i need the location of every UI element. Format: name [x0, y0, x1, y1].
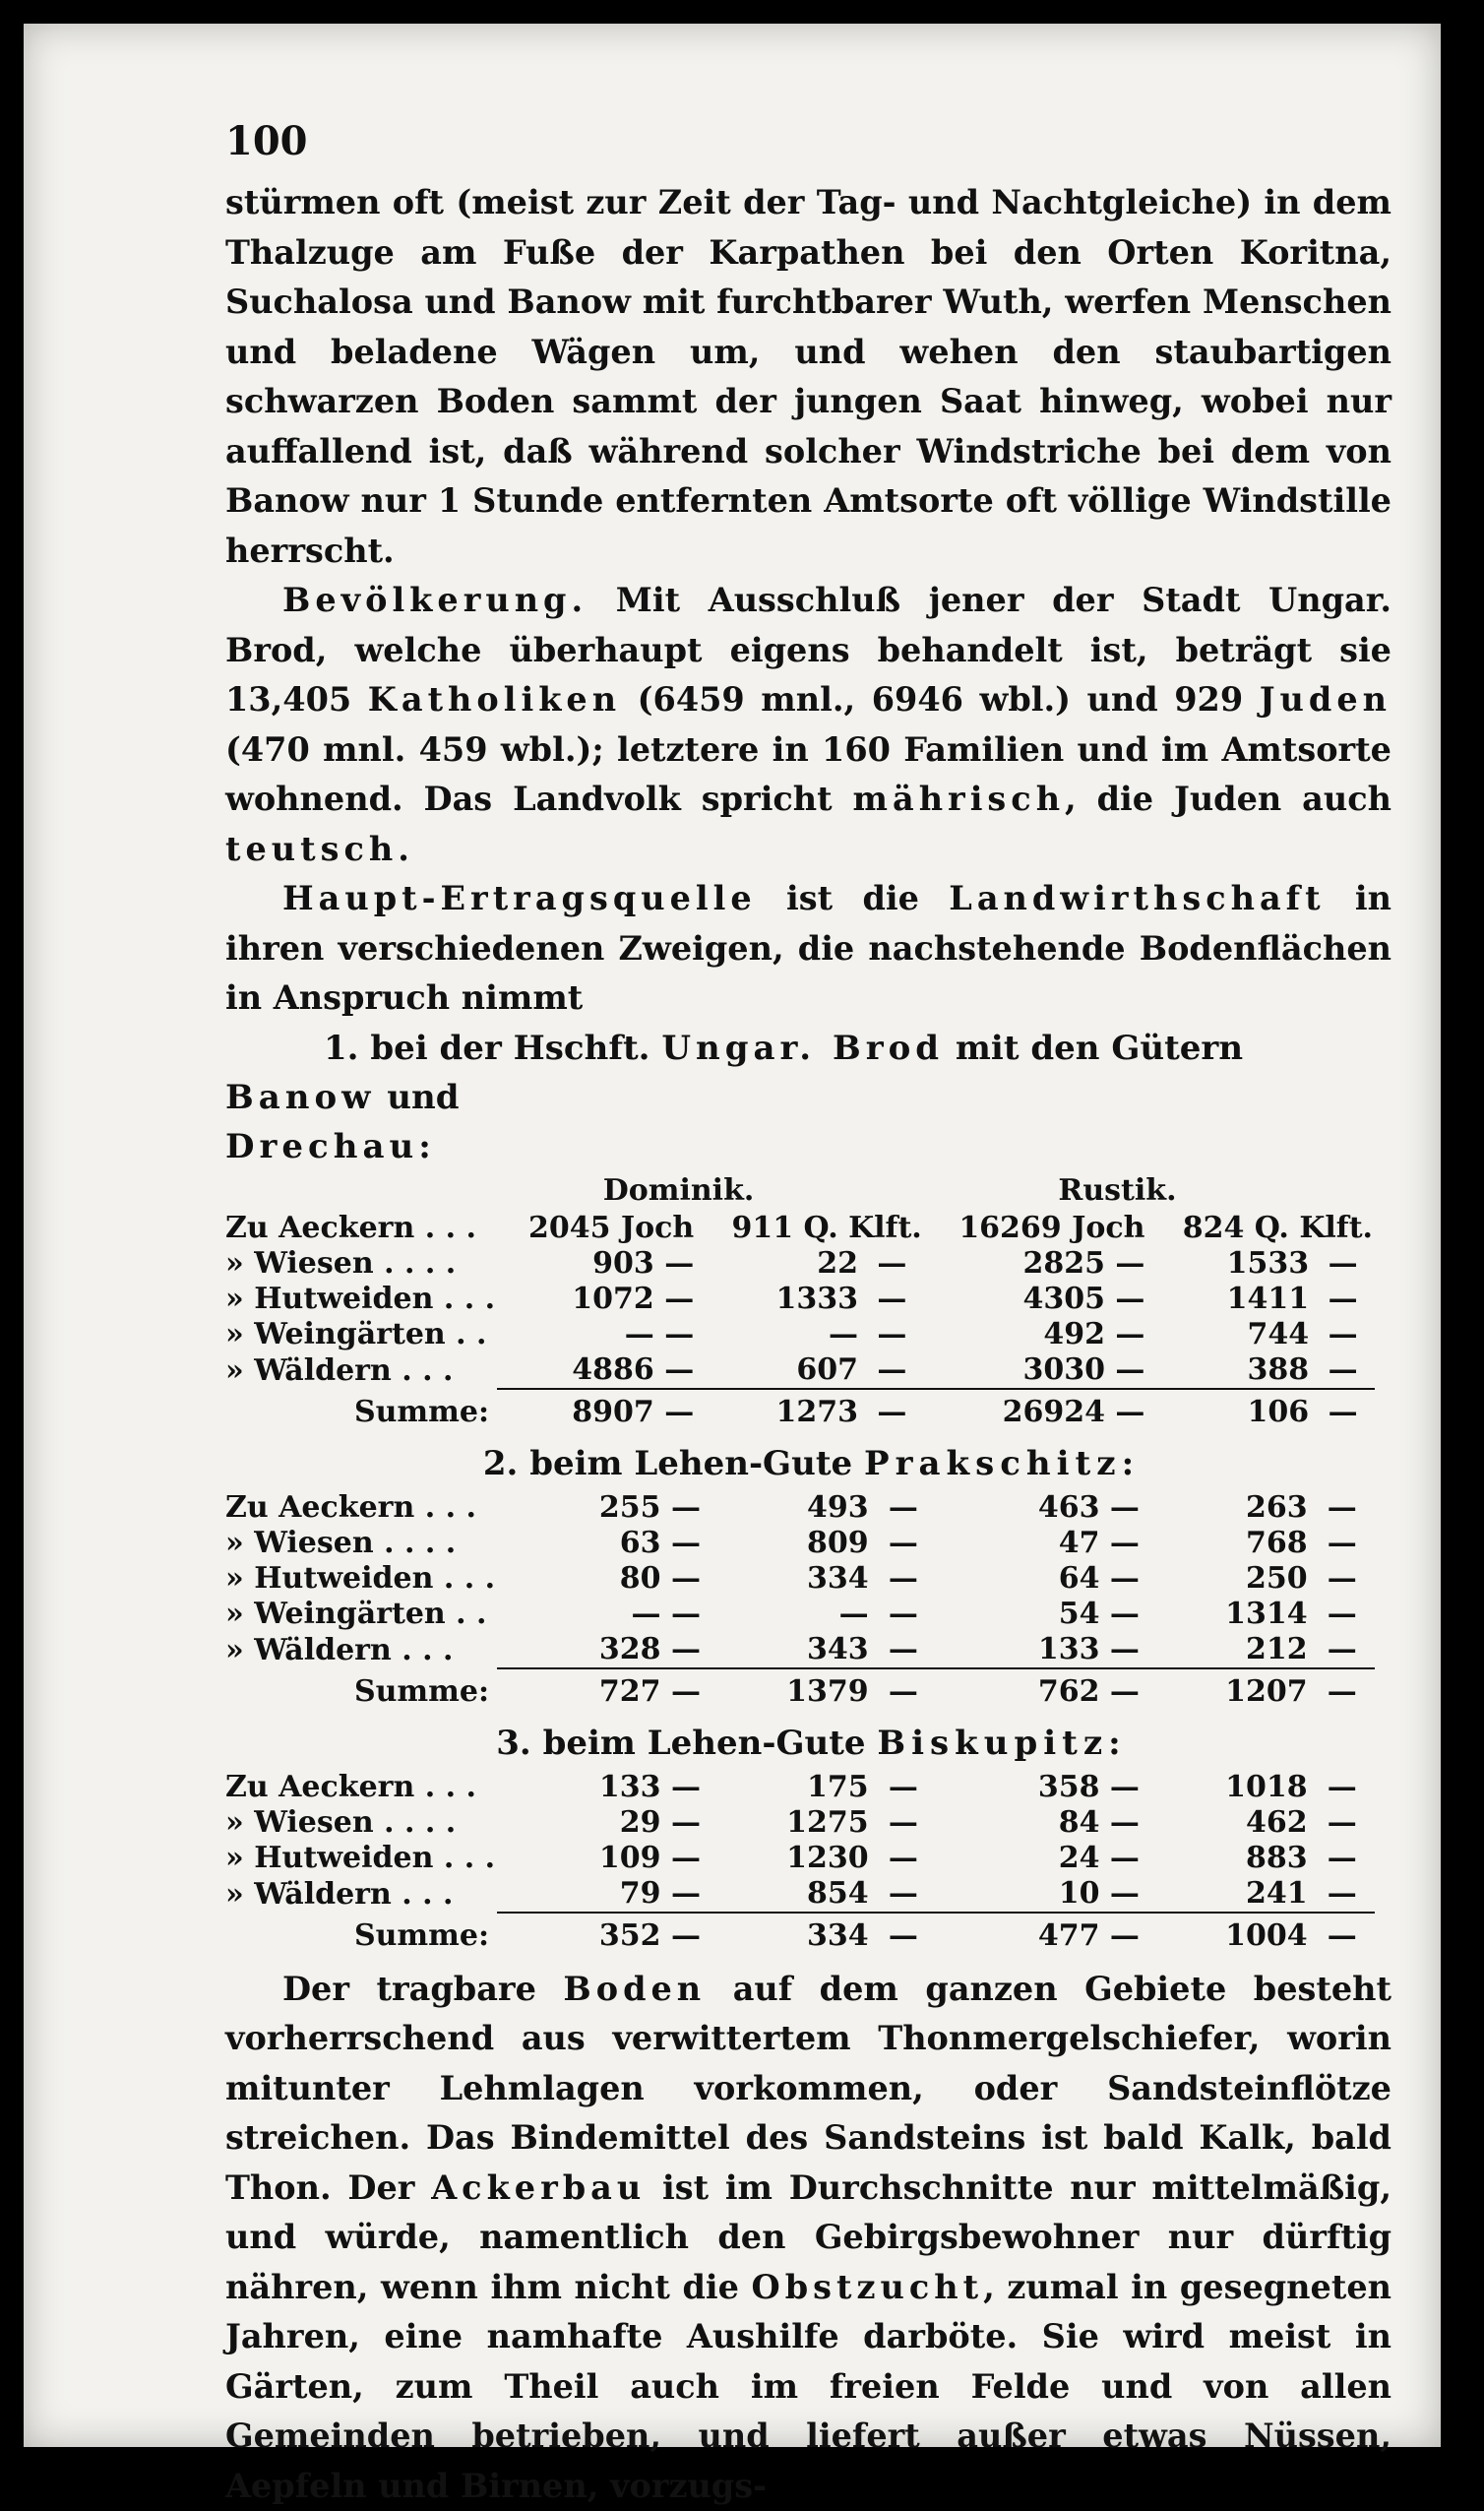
term-maehrisch: mährisch — [853, 780, 1066, 818]
cell: — — [1310, 1805, 1375, 1841]
table-row — [223, 1352, 1375, 1389]
table-row — [223, 1876, 1375, 1913]
cell: 255 — — [497, 1490, 703, 1526]
cell: 883 — [1142, 1841, 1310, 1876]
cell: 1230 — [703, 1841, 871, 1876]
col-head-dominik: Dominik. — [497, 1171, 860, 1211]
cell: 1273 — [696, 1389, 860, 1435]
term-juden: Juden — [1260, 680, 1391, 719]
term-haupt-ertragsquelle: Haupt-Ertragsquelle — [282, 879, 757, 917]
cell: 133 — — [497, 1770, 703, 1805]
paragraph-population — [225, 576, 1391, 874]
cell: — — — [497, 1597, 703, 1632]
text-run: : — [1122, 1444, 1135, 1483]
cell: 352 — — [497, 1913, 703, 1959]
cell: 79 — — [497, 1876, 703, 1913]
cell: 1275 — [703, 1805, 871, 1841]
table-row — [223, 1805, 1375, 1841]
term-landwirthschaft: Landwirthschaft — [949, 879, 1325, 917]
cell: 462 — [1142, 1805, 1310, 1841]
cell: 16269 Joch — [924, 1211, 1147, 1246]
cell: 4886 — — [497, 1352, 696, 1389]
cell: — — [860, 1352, 924, 1389]
cell: — — [1310, 1490, 1375, 1526]
cell: 106 — [1146, 1389, 1311, 1435]
row-label: » Weingärten . . — [223, 1597, 497, 1632]
text-run: Mit Ausschluß jener der Stadt Ungar. Brod, welche überhaupt eigens behandelt ist, beträgt sie 13,405 — [225, 581, 1391, 719]
table-sum-row — [223, 1913, 1375, 1959]
paragraph-wind: stürmen oft (meist zur Zeit der Tag- und Nachtgleiche) in dem Thalzuge am Fuße der Karpathen bei den Orten Koritna, Suchalosa und Banow mit furchtbarer Wuth, werfen Menschen und beladene Wägen um, und wehen den staubartigen schwarzen Boden sammt der jungen Saat hinweg, wobei nur auffallend ist, daß während solcher Windstriche bei dem von Banow nur 1 Stunde entfernten Amtsorte oft völlige Windstille herrscht. — [225, 178, 1391, 576]
sum-label: Summe: — [223, 1668, 497, 1715]
cell: — — [1310, 1561, 1375, 1597]
blank-cell — [860, 1171, 924, 1211]
cell: — — [871, 1561, 936, 1597]
cell: — — [871, 1876, 936, 1913]
cell: 29 — — [497, 1805, 703, 1841]
cell: 84 — — [936, 1805, 1142, 1841]
table-row — [223, 1490, 1375, 1526]
cell: — — [1310, 1913, 1375, 1959]
cell: — — [860, 1389, 924, 1435]
cell: — — [871, 1490, 936, 1526]
cell: — — [871, 1597, 936, 1632]
row-label: Zu Aeckern . . . — [223, 1211, 497, 1246]
cell: 1533 — [1146, 1246, 1311, 1282]
text-run: . — [398, 830, 409, 868]
row-label: » Wiesen . . . . — [223, 1805, 497, 1841]
blank-cell — [1311, 1171, 1375, 1211]
cell: — — [1311, 1389, 1375, 1435]
term-ackerbau: Ackerbau — [431, 2168, 646, 2207]
page-content — [225, 118, 1391, 2511]
cell: — — [1311, 1352, 1375, 1389]
text-run: : — [1108, 1724, 1121, 1763]
cell: 328 — — [497, 1632, 703, 1668]
cell: 1314 — [1142, 1597, 1310, 1632]
cell: — — [1310, 1597, 1375, 1632]
cell: 1411 — [1146, 1282, 1311, 1317]
cell: 2045 Joch — [497, 1211, 696, 1246]
cell: — — [871, 1770, 936, 1805]
table-row — [223, 1282, 1375, 1317]
cell: 854 — [703, 1876, 871, 1913]
cell: 463 — — [936, 1490, 1142, 1526]
cell: 175 — [703, 1770, 871, 1805]
cell: 903 — — [497, 1246, 696, 1282]
section-heading-1 — [225, 1024, 1391, 1171]
cell: — — [871, 1805, 936, 1841]
cell: — — [696, 1317, 860, 1352]
text-run: mit den Gütern — [944, 1029, 1243, 1068]
cell: 911 Q. Klft. — [696, 1211, 924, 1246]
cell: 4305 — — [924, 1282, 1147, 1317]
term-prakschitz: Prakschitz — [864, 1444, 1122, 1483]
row-label: » Wäldern . . . — [223, 1876, 497, 1913]
cell: 80 — — [497, 1561, 703, 1597]
cell: 1207 — [1142, 1668, 1310, 1715]
table-sum-row — [223, 1389, 1375, 1435]
row-label: » Hutweiden . . . — [223, 1841, 497, 1876]
cell: 1004 — [1142, 1913, 1310, 1959]
table-row — [223, 1246, 1375, 1282]
cell: — — [1311, 1317, 1375, 1352]
row-label: Zu Aeckern . . . — [223, 1490, 497, 1526]
cell: 334 — [703, 1913, 871, 1959]
cell: 24 — — [936, 1841, 1142, 1876]
term-biskupitz: Biskupitz — [877, 1724, 1108, 1763]
text-run: : — [418, 1127, 431, 1166]
row-label: » Wiesen . . . . — [223, 1246, 497, 1282]
term-bevoelkerung: Bevölkerung. — [282, 581, 587, 619]
row-label: » Wäldern . . . — [223, 1632, 497, 1668]
table-sum-row — [223, 1668, 1375, 1715]
paragraph-main-income — [225, 874, 1391, 1024]
text-run: und — [375, 1078, 459, 1117]
table-column-headers — [223, 1171, 1375, 1211]
table-row — [223, 1526, 1375, 1561]
cell: 241 — [1142, 1876, 1310, 1913]
cell: 727 — — [497, 1668, 703, 1715]
table-ungar-brod — [223, 1171, 1375, 1435]
term-teutsch: teutsch — [225, 830, 398, 868]
cell: 63 — — [497, 1526, 703, 1561]
cell: 809 — [703, 1526, 871, 1561]
row-label: » Hutweiden . . . — [223, 1282, 497, 1317]
cell: 744 — [1146, 1317, 1311, 1352]
cell: — — [1310, 1668, 1375, 1715]
cell: — — [1311, 1282, 1375, 1317]
term-banow: Banow — [225, 1078, 375, 1117]
table-row — [223, 1561, 1375, 1597]
text-run: 3. beim Lehen-Gute — [496, 1724, 877, 1763]
cell: 762 — — [936, 1668, 1142, 1715]
text-run: , zumal in gesegneten Jahren, eine namhafte Aushilfe darböte. Sie wird meist in Gärten, zum Theil auch im freien Felde und von allen Gemeinden betrieben, und liefert außer etwas Nüssen, Aepfeln und Birnen, vorzugs- — [225, 2268, 1391, 2505]
cell: — — [1310, 1770, 1375, 1805]
paragraph-soil — [225, 1965, 1391, 2511]
table-biskupitz — [223, 1770, 1375, 1959]
col-head-rustik: Rustik. — [924, 1171, 1311, 1211]
row-label: » Wäldern . . . — [223, 1352, 497, 1389]
cell: 493 — [703, 1490, 871, 1526]
cell: 64 — — [936, 1561, 1142, 1597]
term-katholiken: Katholiken — [368, 680, 621, 719]
cell: 358 — — [936, 1770, 1142, 1805]
cell: — — [871, 1526, 936, 1561]
cell: 22 — [696, 1246, 860, 1282]
section-heading-3 — [225, 1719, 1391, 1768]
text-run: ist im Durchschnitte nur mittelmäßig, und würde, namentlich den Gebirgsbewohner nur dürftig nähren, wenn ihm nicht die — [225, 2168, 1391, 2306]
text-run: ist die — [757, 879, 950, 917]
table-prakschitz — [223, 1490, 1375, 1715]
cell: 47 — — [936, 1526, 1142, 1561]
cell: 1018 — [1142, 1770, 1310, 1805]
cell: 250 — [1142, 1561, 1310, 1597]
cell: — — [871, 1668, 936, 1715]
text-run: (470 mnl. 459 wbl.); letztere in 160 Familien und im Amtsorte wohnend. Das Landvolk spricht — [225, 730, 1391, 819]
text-run: 2. beim Lehen-Gute — [483, 1444, 864, 1483]
table-row — [223, 1597, 1375, 1632]
cell: 1072 — — [497, 1282, 696, 1317]
cell: 477 — — [936, 1913, 1142, 1959]
row-label: » Hutweiden . . . — [223, 1561, 497, 1597]
term-obstzucht: Obstzucht — [752, 2268, 984, 2306]
text-run: (6459 mnl., 6946 wbl.) und 929 — [621, 680, 1260, 719]
text-run: 1. bei der Hschft. — [324, 1029, 661, 1068]
text-run: , die Juden auch — [1065, 780, 1391, 818]
table-row — [223, 1632, 1375, 1668]
cell: — — [871, 1841, 936, 1876]
table-row — [223, 1317, 1375, 1352]
cell: 388 — [1146, 1352, 1311, 1389]
table-row — [223, 1770, 1375, 1805]
cell: 54 — — [936, 1597, 1142, 1632]
row-label: » Wiesen . . . . — [223, 1526, 497, 1561]
text-run: auf dem ganzen Gebiete besteht vorherrschend aus verwittertem Thonmergelschiefer, worin mitunter Lehmlagen vorkommen, oder Sandsteinflötze streichen. Das Bindemittel des Sandsteins ist bald Kalk, bald Thon. Der — [225, 1970, 1391, 2207]
cell: — — [1310, 1632, 1375, 1668]
cell: 3030 — — [924, 1352, 1147, 1389]
cell: 133 — — [936, 1632, 1142, 1668]
cell: — — [703, 1597, 871, 1632]
text-run: in ihren verschiedenen Zweigen, die nachstehende Bodenflächen in Anspruch nimmt — [225, 879, 1391, 1017]
cell: 8907 — — [497, 1389, 696, 1435]
cell: 212 — [1142, 1632, 1310, 1668]
cell: — — [860, 1282, 924, 1317]
cell: 263 — [1142, 1490, 1310, 1526]
sum-label: Summe: — [223, 1913, 497, 1959]
text-run: Der tragbare — [282, 1970, 563, 2008]
cell: 768 — [1142, 1526, 1310, 1561]
book-page — [24, 24, 1441, 2447]
cell: — — [871, 1913, 936, 1959]
page-number: 100 — [225, 118, 1391, 164]
cell: 2825 — — [924, 1246, 1147, 1282]
cell: 607 — [696, 1352, 860, 1389]
cell: — — [1310, 1526, 1375, 1561]
cell: 1379 — [703, 1668, 871, 1715]
sum-label: Summe: — [223, 1389, 497, 1435]
cell: — — [1310, 1876, 1375, 1913]
cell: 334 — [703, 1561, 871, 1597]
cell: 26924 — — [924, 1389, 1147, 1435]
table-row — [223, 1211, 1375, 1246]
cell: — — [871, 1632, 936, 1668]
blank-cell — [223, 1171, 497, 1211]
row-label: Zu Aeckern . . . — [223, 1770, 497, 1805]
term-drechau: Drechau — [225, 1127, 418, 1166]
cell: — — — [497, 1317, 696, 1352]
cell: 824 Q. Klft. — [1146, 1211, 1375, 1246]
cell: — — [860, 1246, 924, 1282]
cell: — — [1311, 1246, 1375, 1282]
table-row — [223, 1841, 1375, 1876]
cell: — — [860, 1317, 924, 1352]
cell: 10 — — [936, 1876, 1142, 1913]
cell: 109 — — [497, 1841, 703, 1876]
cell: 343 — [703, 1632, 871, 1668]
row-label: » Weingärten . . — [223, 1317, 497, 1352]
cell: 492 — — [924, 1317, 1147, 1352]
cell: 1333 — [696, 1282, 860, 1317]
term-boden: Boden — [563, 1970, 706, 2008]
term-ungar-brod: Ungar. Brod — [661, 1029, 944, 1068]
cell: — — [1310, 1841, 1375, 1876]
section-heading-2 — [225, 1439, 1391, 1488]
